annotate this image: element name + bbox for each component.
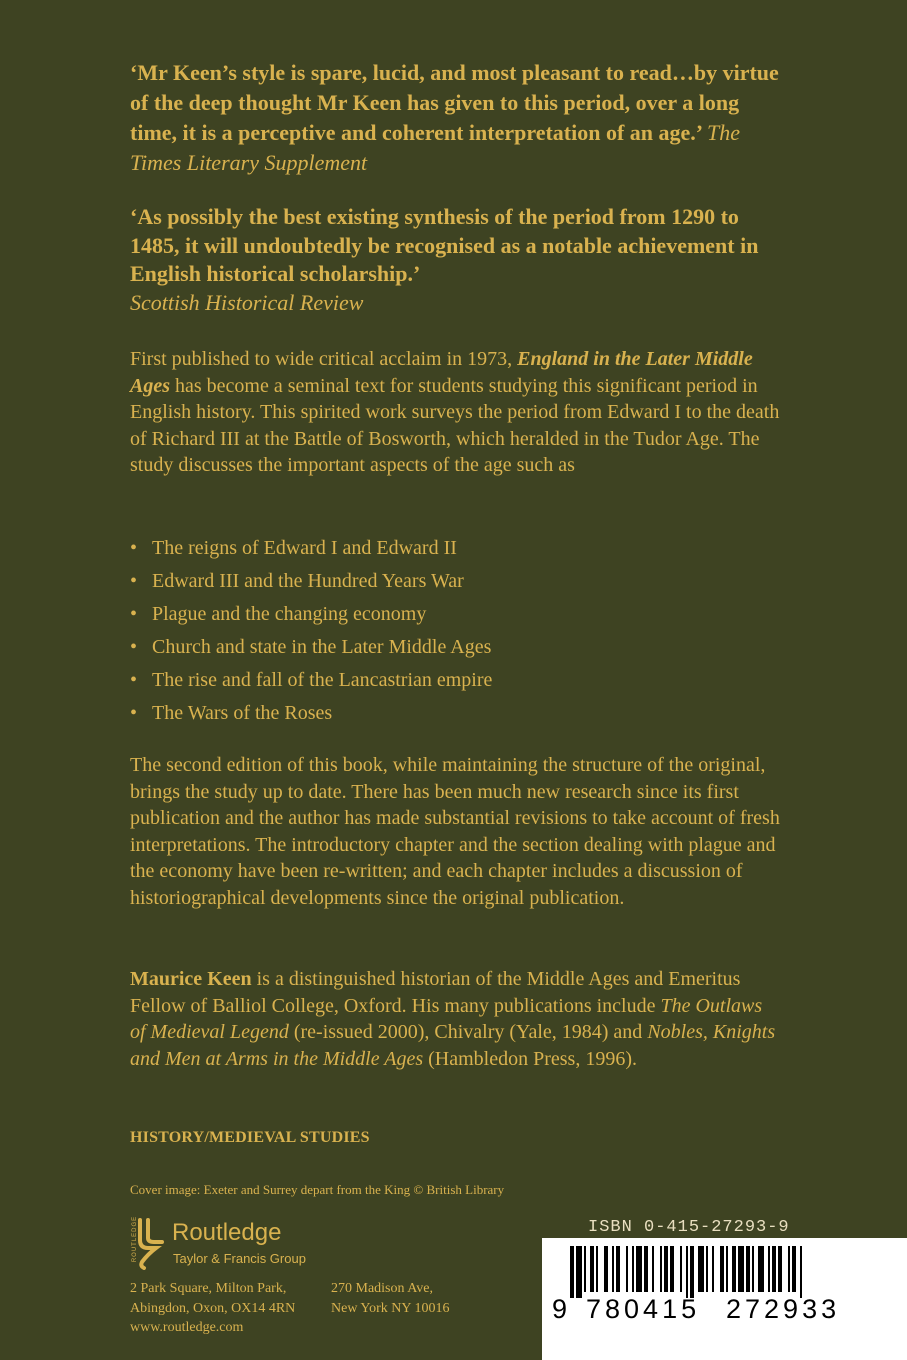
book-description <box>130 346 780 479</box>
barcode-bar <box>664 1246 668 1292</box>
barcode-bar <box>680 1246 682 1292</box>
barcode-bar <box>792 1246 796 1292</box>
barcode-bar <box>596 1246 598 1292</box>
publisher-logo <box>126 1215 346 1270</box>
book-title: Nobles, Knights and Men at Arms in the Middle Ages <box>130 1021 776 1070</box>
barcode-bar <box>712 1246 714 1292</box>
cover-credit: Cover image: Exeter and Surrey depart from the King © British Library <box>130 1182 505 1197</box>
barcode-digit-first: 9 <box>552 1294 572 1324</box>
barcode-bar <box>752 1246 754 1292</box>
barcode-bar <box>690 1246 694 1298</box>
barcode-bar <box>772 1246 776 1292</box>
barcode-bar <box>720 1246 724 1292</box>
barcode-bar <box>726 1246 728 1292</box>
quote-source: The Times Literary Supplement <box>130 120 740 175</box>
barcode-bar <box>576 1246 582 1298</box>
website-link[interactable]: www.routledge.com <box>130 1320 244 1335</box>
subject-category: HISTORY/MEDIEVAL STUDIES <box>130 1129 370 1146</box>
barcode-bar <box>660 1246 662 1292</box>
barcode-bar <box>604 1246 608 1292</box>
barcode-bar <box>788 1246 790 1292</box>
list-item: • Church and state in the Later Middle Ages <box>130 631 492 664</box>
barcode-bar <box>778 1246 782 1292</box>
bullet-icon: • <box>130 636 138 658</box>
bullet-icon: • <box>130 570 138 592</box>
description-rest: has become a seminal text for students studying this significant period in English history. This spirited work surveys the period from Edward I to the death of Richard III at the Battle of Bosworth, which heralded in the Tudor Age. The study discusses the important aspects of the age such as <box>130 374 780 476</box>
publisher-group: Taylor & Francis Group <box>173 1251 306 1266</box>
barcode-bar <box>732 1246 736 1292</box>
barcode-bar <box>800 1246 802 1298</box>
barcode-bar <box>738 1246 744 1292</box>
barcode <box>542 1238 907 1360</box>
isbn-label: ISBN 0-415-27293-9 <box>588 1218 790 1237</box>
publisher-vertical-label: ROUTLEDGE <box>132 1215 139 1263</box>
description-intro: First published to wide critical acclaim in 1973, <box>130 348 513 370</box>
routledge-logo-icon <box>126 1215 166 1270</box>
topics-list <box>130 532 492 730</box>
list-item: • The rise and fall of the Lancastrian empire <box>130 664 492 697</box>
barcode-digits-right: 272933 <box>726 1294 841 1324</box>
barcode-bar <box>758 1246 764 1292</box>
barcode-bar <box>768 1246 770 1292</box>
barcode-bar <box>632 1246 634 1292</box>
barcode-bar <box>636 1246 642 1292</box>
barcode-bar <box>670 1246 674 1292</box>
barcode-bar <box>698 1246 704 1292</box>
list-item: • Edward III and the Hundred Years War <box>130 565 492 598</box>
book-title: The Outlaws of Medieval Legend <box>130 994 763 1043</box>
barcode-bar <box>706 1246 708 1292</box>
bullet-icon: • <box>130 603 138 625</box>
barcode-bar <box>644 1246 648 1292</box>
author-name: Maurice Keen <box>130 968 252 990</box>
bullet-icon: • <box>130 537 138 559</box>
author-bio: Maurice Keen is a distinguished historian of the Middle Ages and Emeritus Fellow of Balliol College, Oxford. His many publications include The Outlaws of Medieval Legend (re-issued 2000), Chivalry (Yale, 1984) and Nobles, Knights and Men at Arms in the Middle Ages (Hambledon Press, 1996). <box>130 968 776 1070</box>
barcode-bar <box>570 1246 574 1298</box>
quote-text: ‘As possibly the best existing synthesis of the period from 1290 to 1485, it will undoubtedly be recognised as a notable achievement in English historical scholarship.’ <box>130 204 759 286</box>
publisher-name: Routledge <box>172 1219 282 1246</box>
list-item: • Plague and the changing economy <box>130 598 492 631</box>
barcode-bar <box>746 1246 750 1292</box>
address-us: 270 Madison Ave, New York NY 10016 <box>331 1281 450 1316</box>
bullet-icon: • <box>130 702 138 724</box>
list-item: • The Wars of the Roses <box>130 697 492 730</box>
barcode-digits-left: 780415 <box>586 1294 701 1324</box>
review-quote-times <box>130 58 780 178</box>
barcode-bar <box>686 1246 688 1298</box>
barcode-bar <box>626 1246 628 1292</box>
bullet-icon: • <box>130 669 138 691</box>
list-item: • The reigns of Edward I and Edward II <box>130 532 492 565</box>
review-quote-scottish <box>130 203 780 317</box>
quote-text: ‘Mr Keen’s style is spare, lucid, and most pleasant to read…by virtue of the deep thought Mr Keen has given to this period, over a long time, it is a perceptive and coherent interpretation of an age.’ <box>130 60 779 145</box>
barcode-bar <box>590 1246 594 1292</box>
address-uk: 2 Park Square, Milton Park, Abingdon, Oxon, OX14 4RN www.routledge.com <box>130 1279 295 1338</box>
second-edition-paragraph: The second edition of this book, while maintaining the structure of the original, brings the study up to date. There has been much new research since its first publication and the author has made substantial revisions to take account of fresh interpretations. The introductory chapter and the section dealing with plague and the economy have been re-written; and each chapter includes a discussion of historiographical developments since the original publication. <box>130 754 780 909</box>
barcode-bar <box>616 1246 620 1292</box>
book-title: England in the Later Middle Ages <box>130 348 753 397</box>
barcode-bar <box>612 1246 614 1292</box>
quote-source: Scottish Historical Review <box>130 289 364 315</box>
barcode-bar <box>584 1246 586 1292</box>
barcode-bar <box>652 1246 654 1292</box>
